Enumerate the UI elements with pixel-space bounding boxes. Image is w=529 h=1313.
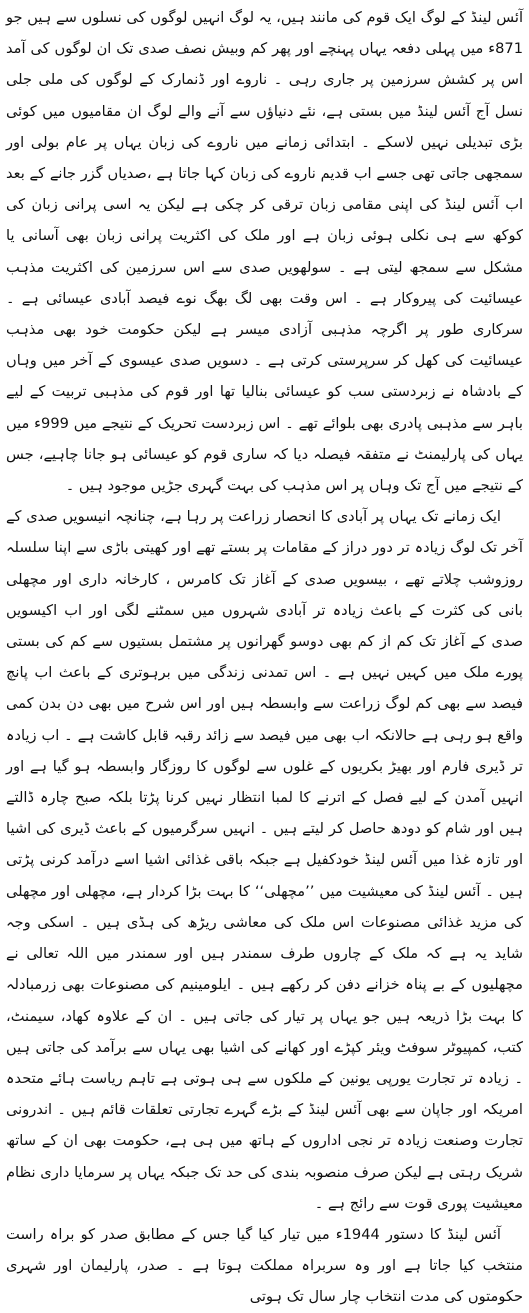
paragraph-population-history: آئس لینڈ کے لوگ ایک قوم کی مانند ہیں، یہ لوگ انہیں لوگوں کی نسلوں سے ہیں جو 871ء میں پہلی دفعہ یہاں پہنچے اور پھر کم وبیش نصف صدی تک ان لوگوں کی آمد اس پر کشش سرزمین پر جاری رہی ۔ ناروے اور ڈنمارک کے لوگوں کی ملی جلی نسل آج آئس لینڈ میں بستی ہے، نئے دنیاؤں سے آنے والے لوگ ان مقامیوں میں کوئی بڑی تبدیلی نہیں لاسکے ۔ ابتدائی زمانے میں ناروے کی زبان یہاں پر عام بولی اور سمجھی جاتی تھی جسے اب قدیم ناروے کی زبان کہا جاتا ہے ،صدیاں گزر جانے کے بعد اب آئس لینڈ کی اپنی مقامی زبان ترقی کر چکی ہے لیکن یہ اسی پرانی زبان کی کوکھ سے ہی نکلی ہوئی زبان ہے اور ملک کی اکثریت پرانی زبان بھی آسانی یا مشکل سے سمجھ لیتی ہے ۔ سولھویں صدی سے اس سرزمین کی اکثریت مذہب عیسائیت کی پیروکار ہے ۔ اس وقت بھی لگ بھگ نوے فیصد آبادی عیسائی ہے ۔ سرکاری طور پر اگرچہ مذہبی آزادی میسر ہے لیکن حکومت خود بھی مذہب عیسائیت کی کھل کر سرپرستی کرتی ہے ۔ دسویں صدی عیسوی کے آخر میں وہاں کے بادشاہ نے زبردستی سب کو عیسائی بنالیا تھا اور قوم کی مذہبی تربیت کے لیے باہر سے مذہبی پادری بھی بلوائے تھے ۔ اس زبردست تحریک کے نتیجے میں 999ء میں یہاں کی پارلیمنٹ نے متفقہ فیصلہ دیا کہ ساری قوم کو عیسائی ہو جانا چاہیے، جس کے نتیجے میں آج تک وہاں پر اس مذہب کی بہت گہری جڑیں موجود ہیں ۔	[6, 9, 523, 495]
paragraph-economy: ایک زمانے تک یہاں پر آبادی کا انحصار زراعت پر رہا ہے، چنانچہ انیسویں صدی کے آخر تک لوگ زیادہ تر دور دراز کے مقامات پر بستے تھے اور کھیتی باڑی سے اپنا سلسلہ روزوشب چلاتے تھے ، بیسویں صدی کے آغاز تک کامرس ، کارخانہ داری اور مچھلی بانی کی کثرت کے باعث زیادہ تر آبادی شہروں میں سمٹنے لگی اور اب اکیسویں صدی کے آغاز تک کم از کم بھی دوسو گھرانوں پر مشتمل بستیوں سے کم کی بستی پورے ملک میں کہیں نہیں ہے ۔ اس تمدنی زندگی میں برہوتری کے باعث اب پانچ فیصد سے بھی کم لوگ زراعت سے وابسطہ ہیں اور اس شرح میں بھی دن بدن کمی واقع ہو رہی ہے حالانکہ اب بھی میں فیصد سے زائد رقبہ قابل کاشت ہے ۔ اب زیادہ تر ڈیری فارم اور بھیڑ بکریوں کے غلوں سے لوگوں کا روزگار وابسطہ ہو گیا ہے اور انہیں آمدن کے لیے فصل کے اترنے کا لمبا انتظار نہیں کرنا پڑتا بلکہ صبح چارہ ڈالتے ہیں اور شام کو دودھ حاصل کر لیتے ہیں ۔ انہیں سرگرمیوں کے باعث ڈیری کی اشیا اور تازہ غذا میں آئس لینڈ خودکفیل ہے جبکہ باقی غذائی اشیا اسے درآمد کرنی پڑتی ہیں ۔ آئس لینڈ کی معیشیت میں ’’مچھلی‘‘ کا بہت بڑا کردار ہے، مچھلی اور مچھلی کی مزید غذائی مصنوعات اس ملک کی معاشی ریڑھ کی ہڈی ہیں ۔ اسکی وجہ شاید یہ ہے کہ ملک کے چاروں طرف سمندر ہیں اور سمندر میں اللہ تعالی نے مچھلیوں کے بے پناہ خزانے دفن کر رکھے ہیں ۔ ایلومینیم کی مصنوعات بھی زرمبادلہ کا بہت بڑا ذریعہ ہیں جو یہاں پر تیار کی جاتی ہیں ۔ ان کے علاوہ کھاد، سیمنٹ، کتب، کمپیوٹر سوفٹ ویئر کپڑے اور کھانے کی اشیا بھی یہاں سے برآمد کی جاتی ہیں ۔ زیادہ تر تجارت یورپی یونین کے ملکوں سے ہی ہوتی ہے تاہم ریاست ہائے متحدہ امریکہ اور جاپان سے بھی آئس لینڈ کے بڑے گہرے تجارتی تعلقات قائم ہیں ۔ اندرونی تجارت وصنعت زیادہ تر نجی اداروں کے ہاتھ میں ہی ہے، حکومت بھی ان کے ساتھ شریک رہتی ہے لیکن صرف منصوبہ بندی کی حد تک جبکہ یہاں پر سرمایا داری نظام معیشیت پوری قوت سے رائج ہے ۔	[6, 508, 523, 1212]
paragraph-constitution: آئس لینڈ کا دستور 1944ء میں تیار کیا گیا جس کے مطابق صدر کو براہ راست منتخب کیا جاتا ہے اور وہ سربراہ مملکت ہوتا ہے ۔ صدر، پارلیمان اور شہری حکومتوں کی مدت انتخاب چار سال تک ہوتی	[6, 1225, 523, 1306]
